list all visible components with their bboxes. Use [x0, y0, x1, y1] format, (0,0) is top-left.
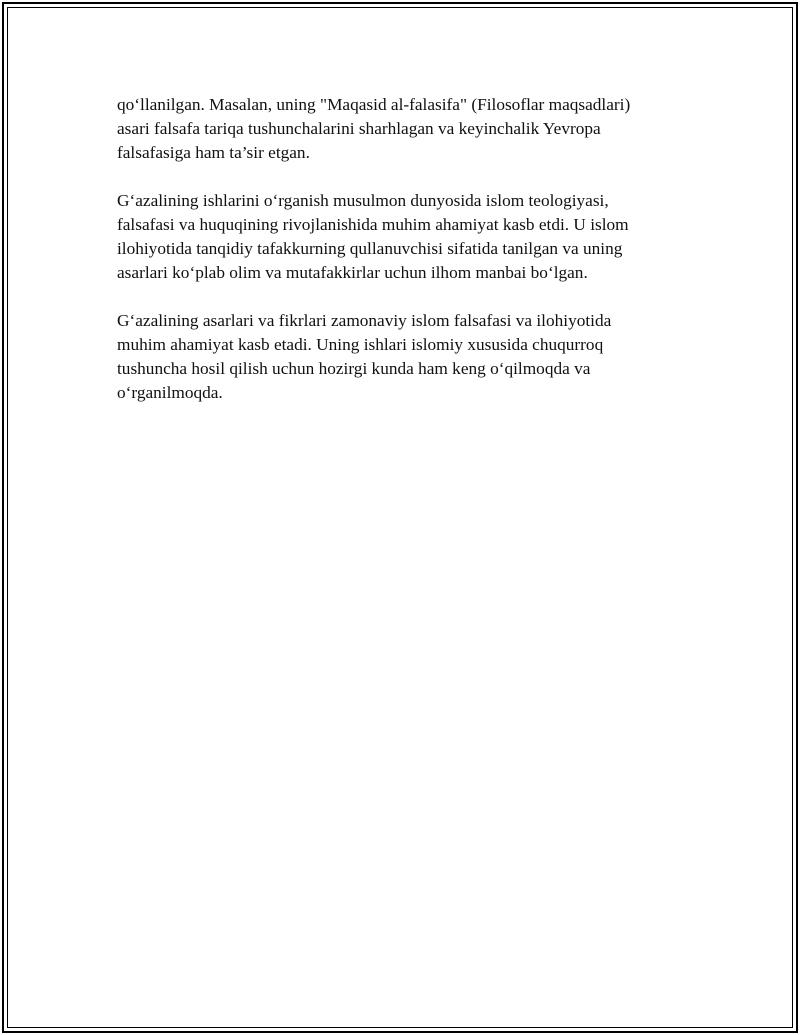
paragraph-2 — [117, 189, 697, 285]
text-line: qo‘llanilgan. Masalan, uning "Maqasid al-falasifa" (Filosoflar maqsadlari) — [117, 95, 631, 114]
document-body — [117, 93, 697, 429]
text-line: falsafasi va huquqining rivojlanishida muhim ahamiyat kasb etdi. U islom — [117, 215, 629, 234]
text-line: asarlari ko‘plab olim va mutafakkirlar uchun ilhom manbai bo‘lgan. — [117, 263, 588, 282]
text-line: tushuncha hosil qilish uchun hozirgi kunda ham keng o‘qilmoqda va — [117, 359, 591, 378]
text-line: o‘rganilmoqda. — [117, 383, 223, 402]
text-line: asari falsafa tariqa tushunchalarini sharhlagan va keyinchalik Yevropa — [117, 119, 601, 138]
paragraph-1 — [117, 93, 697, 165]
text-line: G‘azalining ishlarini o‘rganish musulmon dunyosida islom teologiyasi, — [117, 191, 609, 210]
text-line: muhim ahamiyat kasb etadi. Uning ishlari islomiy xususida chuqurroq — [117, 335, 604, 354]
text-line: falsafasiga ham ta’sir etgan. — [117, 143, 310, 162]
text-line: G‘azalining asarlari va fikrlari zamonaviy islom falsafasi va ilohiyotida — [117, 311, 612, 330]
paragraph-3 — [117, 309, 697, 405]
text-line: ilohiyotida tanqidiy tafakkurning qullanuvchisi sifatida tanilgan va uning — [117, 239, 623, 258]
